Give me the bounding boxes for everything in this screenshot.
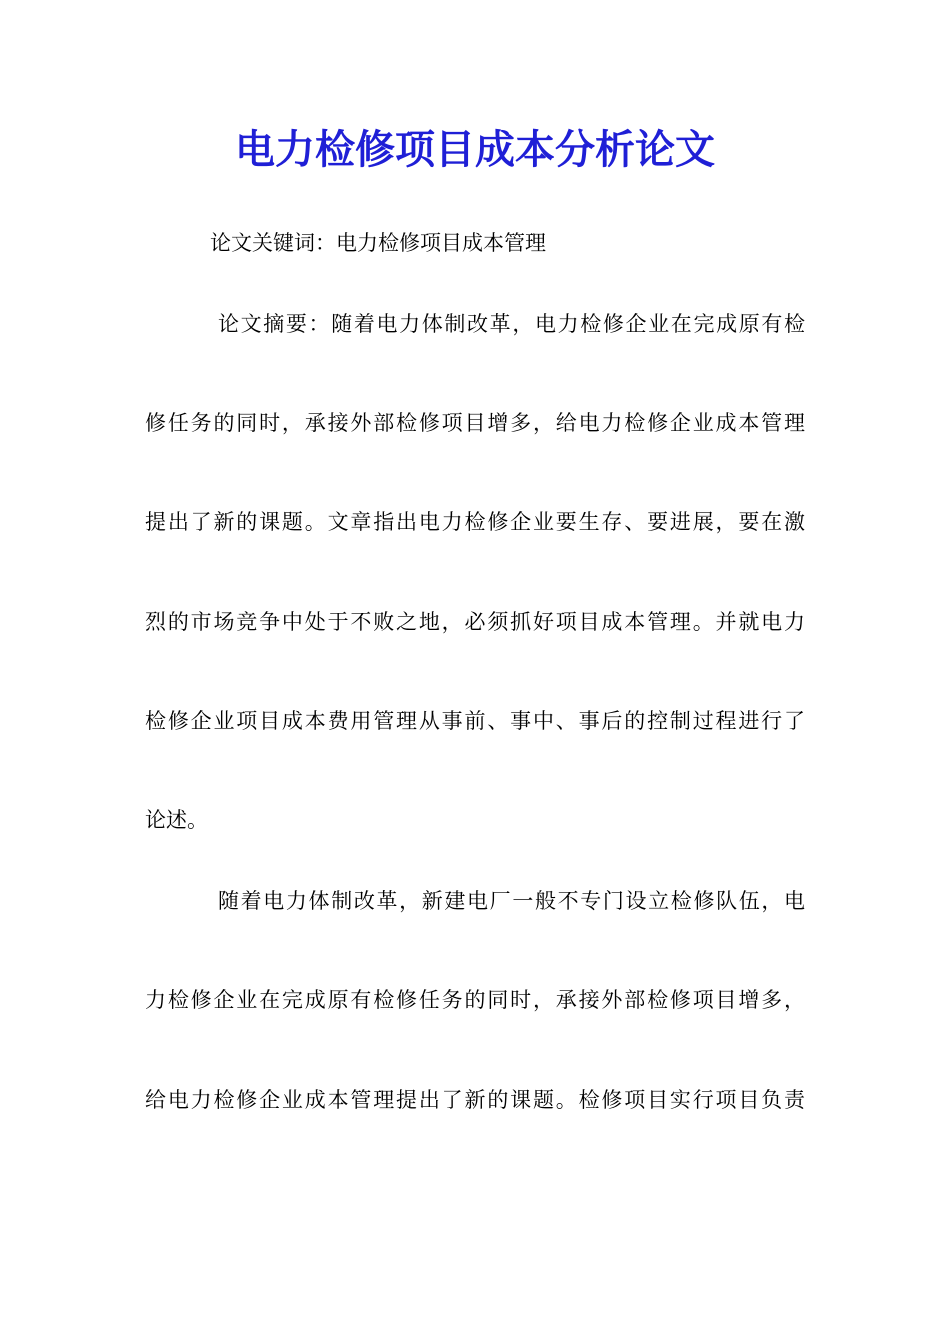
- body-line: 随着电力体制改革，新建电厂一般不专门设立检修队伍，电: [218, 889, 805, 913]
- abstract-line: 检修企业项目成本费用管理从事前、事中、事后的控制过程进行了: [145, 709, 805, 733]
- body-line: 力检修企业在完成原有检修任务的同时，承接外部检修项目增多，: [145, 988, 805, 1012]
- abstract-line: 提出了新的课题。文章指出电力检修企业要生存、要进展，要在激: [145, 510, 805, 534]
- abstract-line: 烈的市场竞争中处于不败之地，必须抓好项目成本管理。并就电力: [145, 610, 805, 634]
- abstract-line: 论述。: [145, 808, 208, 832]
- keywords-line: 论文关键词：电力检修项目成本管理: [210, 231, 546, 255]
- body-line: 给电力检修企业成本管理提出了新的课题。检修项目实行项目负责: [145, 1088, 805, 1112]
- document-title: 电力检修项目成本分析论文: [235, 126, 715, 173]
- abstract-line: 修任务的同时，承接外部检修项目增多，给电力检修企业成本管理: [145, 411, 805, 435]
- abstract-line: 论文摘要：随着电力体制改革，电力检修企业在完成原有检: [218, 312, 805, 336]
